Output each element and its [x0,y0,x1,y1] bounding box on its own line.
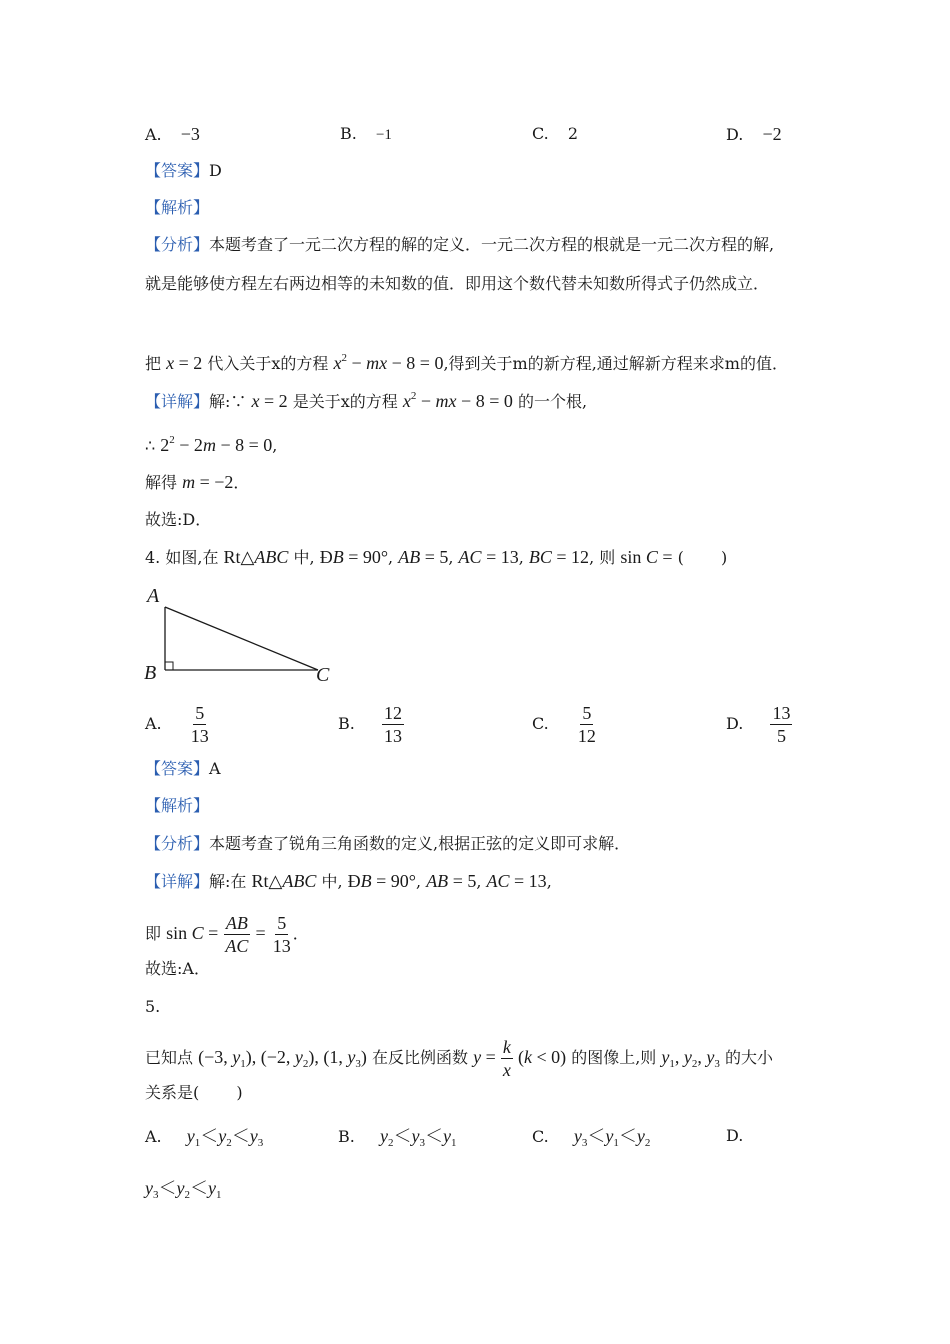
q4-fenxi: 【分析】本题考查了锐角三角函数的定义,根据正弦的定义即可求解． [145,834,631,853]
vertex-a-label: A [147,585,160,607]
q4-choose: 故选:A． [145,959,210,978]
fraction-k-x: $\frac{k}{x}$ [502,1037,511,1080]
q3-fenxi-line1: 【分析】本题考查了一元二次方程的解的定义．一元二次方程的根就是一元二次方程的解, [145,235,775,254]
q4-option-c: C. $\frac{5}{12}$ [532,703,596,746]
triangle-figure [140,585,340,690]
q3-solve: 解得 m = −2． [145,472,250,492]
q4-option-b: B. $\frac{12}{13}$ [338,703,402,746]
fraction: $\frac{12}{13}$ [383,703,402,746]
q3-choose: 故选:D． [145,510,212,529]
q4-stem: 4. 如图,在 Rt△ABC 中, ÐB = 90°, AB = 5, AC = 13, BC = 12, 则 sin C = ( ) [145,547,728,567]
q5-option-d-value: $y_3<y_2<y_1$ [145,1178,222,1201]
q3-answer: 【答案】D [145,161,222,180]
q4-detail: 【详解】解:在 Rt△ABC 中, ÐB = 90°, AB = 5, AC = 13, [145,871,552,891]
fraction: $\frac{5}{12}$ [577,703,596,746]
vertex-c-label: C [316,664,330,686]
q4-option-d: D. $\frac{13}{5}$ [726,703,791,746]
fraction: $\frac{13}{5}$ [772,703,791,746]
q5-option-c: C. $y_3<y_1<y_2$ [532,1126,651,1149]
fraction-5-13: $\frac{5}{13}$ [272,913,291,956]
q3-detail: 【详解】解:∵ x = 2 是关于x的方程 $x^2$ − mx − 8 = 0 的一个根, [145,390,588,411]
q3-option-a: A. −3 [145,124,200,144]
right-angle-mark [165,662,173,670]
vertex-b-label: B [144,662,157,684]
q5-number: 5. [145,997,161,1016]
q4-analysis-tag: 【解析】 [145,796,210,815]
q4-sin: 即 sin C = $\frac{AB}{AC}$ = $\frac{5}{13}$ ． [145,913,309,956]
q3-option-b: B. −1 [340,124,392,143]
q3-therefore: ∴ $2^2 - 2m - 8 = 0$, [145,434,278,455]
side-ac [165,607,318,670]
q3-substitute: 把 x = 2 代入关于x的方程 $x^2$ − mx − 8 = 0,得到关于m的新方程,通过解新方程来求m的值． [145,352,788,373]
q5-option-d: D. [726,1126,744,1145]
q3-option-c: C. 2 [532,124,579,143]
q5-stem-line2: 关系是( ) [145,1083,243,1102]
q3-fenxi-line2: 就是能够使方程左右两边相等的未知数的值．即用这个数代替未知数所得式子仍然成立． [145,274,770,293]
q5-stem: 已知点 (−3, $y_1$), (−2, $y_2$), (1, $y_3$) 在反比例函数 y = $\frac{k}{x}$ (k < 0) 的图像上,则 $y_1$, $y_2$, $y_3$ 的大小 [145,1037,773,1080]
q3-analysis-tag: 【解析】 [145,198,210,217]
q3-option-d: D. −2 [726,124,782,144]
q5-option-b: B. $y_2<y_3<y_1$ [338,1126,457,1149]
fraction: $\frac{5}{13}$ [190,703,209,746]
q4-answer: 【答案】A [145,759,221,778]
q4-option-a: A. $\frac{5}{13}$ [145,703,209,746]
q5-option-a: A. $y_1<y_2<y_3$ [145,1126,264,1149]
fraction-ab-ac: $\frac{AB}{AC}$ [225,913,249,956]
